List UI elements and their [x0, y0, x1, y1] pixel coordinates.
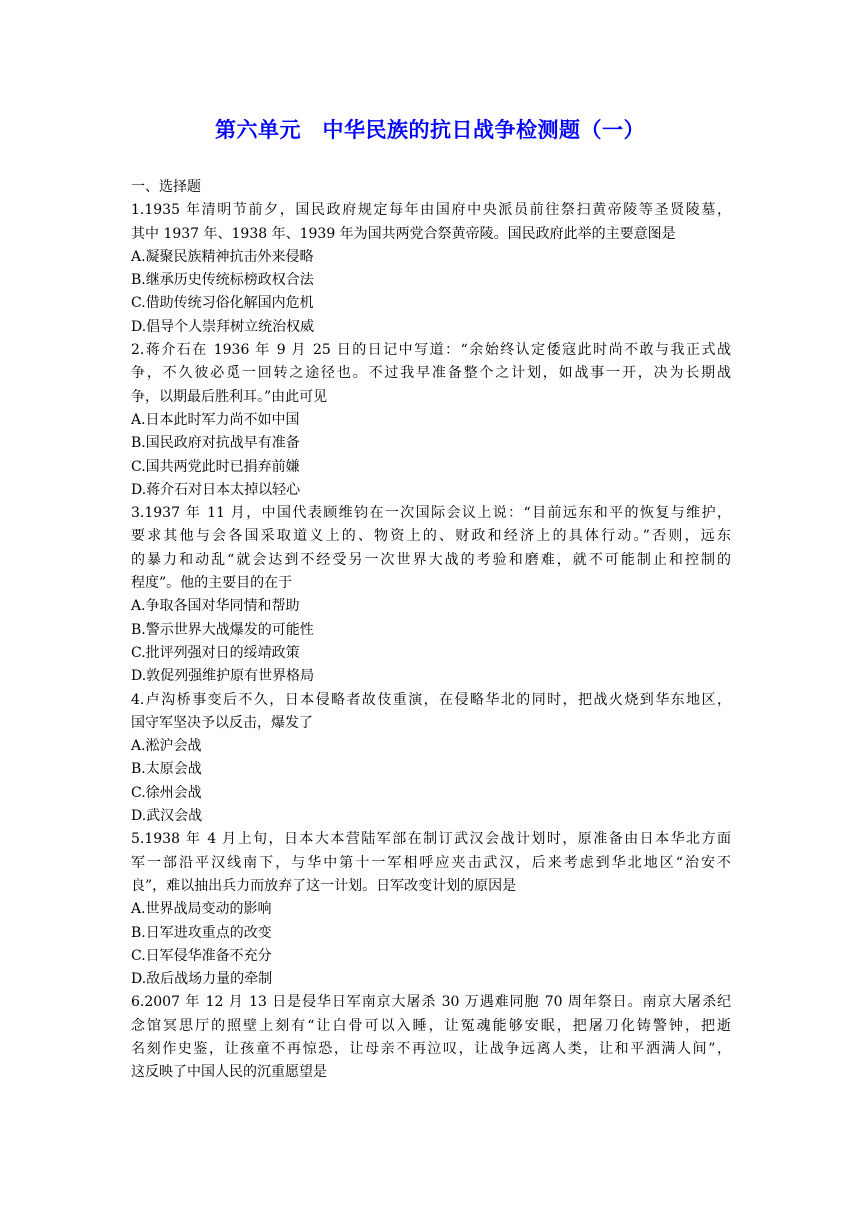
answer-option-c: C.徐州会战	[131, 784, 202, 801]
answer-option-a: A.淞沪会战	[131, 738, 202, 755]
answer-option-d: D.武汉会战	[131, 808, 203, 825]
page-title: 第六单元 中华民族的抗日战争检测题（一）	[215, 118, 645, 142]
question-stem-line: 3.1937 年 11 月，中国代表顾维钧在一次国际会议上说：“目前远东和平的恢复与维护，	[131, 505, 731, 522]
question-stem-line: 5.1938 年 4 月上旬，日本大本营陆军部在制订武汉会战计划时，原准备由日本华北方面	[131, 831, 731, 848]
question-stem-line: 这反映了中国人民的沉重愿望是	[131, 1064, 327, 1081]
question-5	[131, 828, 731, 991]
answer-option-c: C.国共两党此时已捐弃前嫌	[131, 458, 300, 475]
answer-option-c: C.批评列强对日的绥靖政策	[131, 644, 300, 661]
answer-option-c: C.日军侵华准备不充分	[131, 947, 272, 964]
question-stem-line: 6.2007 年 12 月 13 日是侵华日军南京大屠杀 30 万遇难同胞 70 周年祭日。南京大屠杀纪	[131, 994, 731, 1011]
question-stem-line: 其中 1937 年、1938 年、1939 年为国共两党合祭黄帝陵。国民政府此举的主要意图是	[131, 225, 676, 242]
question-stem-line: 程度”。他的主要目的在于	[131, 575, 293, 592]
answer-option-d: D.敌后战场力量的牵制	[131, 971, 273, 988]
question-stem-line: 争，以期最后胜利耳。”由此可见	[131, 388, 328, 405]
answer-option-b: B.警示世界大战爆发的可能性	[131, 621, 314, 638]
question-stem-line: 争，不久彼必觅一回转之途径也。不过我早准备整个之计划，如战事一开，决为长期战	[131, 365, 731, 382]
question-3	[131, 502, 731, 688]
answer-option-a: A.争取各国对华同情和帮助	[131, 598, 300, 615]
question-stem-line: 国守军坚决予以反击，爆发了	[131, 714, 313, 731]
question-6	[131, 991, 731, 1084]
question-stem-line: 2.蒋介石在 1936 年 9 月 25 日的日记中写道：“余始终认定倭寇此时尚不敢与我正式战	[131, 342, 731, 359]
question-stem-line: 念馆冥思厅的照壁上刻有“让白骨可以入睡，让冤魂能够安眠，把屠刀化铸警钟，把逝	[131, 1017, 731, 1034]
question-stem-line: 的暴力和动乱“就会达到不经受另一次世界大战的考验和磨难，就不可能制止和控制的	[131, 551, 731, 568]
question-stem-line: 1.1935 年清明节前夕，国民政府规定每年由国府中央派员前往祭扫黄帝陵等圣贤陵墓，	[131, 202, 731, 219]
question-stem-line: 4.卢沟桥事变后不久，日本侵略者故伎重演，在侵略华北的同时，把战火烧到华东地区，	[131, 691, 731, 708]
question-1	[131, 199, 731, 339]
question-4	[131, 689, 731, 829]
document-body	[131, 176, 731, 1085]
question-stem-line: 要求其他与会各国采取道义上的、物资上的、财政和经济上的具体行动。”否则，远东	[131, 528, 731, 545]
answer-option-b: B.国民政府对抗战早有准备	[131, 435, 300, 452]
answer-option-d: D.蒋介石对日本太掉以轻心	[131, 481, 301, 498]
answer-option-a: A.世界战局变动的影响	[131, 901, 272, 918]
question-2	[131, 339, 731, 502]
section-heading: 一、选择题	[131, 179, 201, 195]
answer-option-c: C.借助传统习俗化解国内危机	[131, 295, 314, 312]
answer-option-d: D.倡导个人崇拜树立统治权威	[131, 318, 315, 335]
answer-option-b: B.太原会战	[131, 761, 202, 778]
question-stem-line: 良”，难以抽出兵力而放弃了这一计划。日军改变计划的原因是	[131, 877, 517, 894]
question-stem-line: 军一部沿平汉线南下，与华中第十一军相呼应夹击武汉，后来考虑到华北地区“治安不	[131, 854, 731, 871]
answer-option-a: A.凝聚民族精神抗击外来侵略	[131, 248, 314, 265]
answer-option-a: A.日本此时军力尚不如中国	[131, 411, 300, 428]
answer-option-b: B.日军进攻重点的改变	[131, 924, 272, 941]
answer-option-d: D.敦促列强维护原有世界格局	[131, 668, 315, 685]
answer-option-b: B.继承历史传统标榜政权合法	[131, 272, 314, 289]
question-stem-line: 名刻作史鉴，让孩童不再惊恐，让母亲不再泣叹，让战争远离人类，让和平洒满人间”，	[131, 1040, 731, 1057]
